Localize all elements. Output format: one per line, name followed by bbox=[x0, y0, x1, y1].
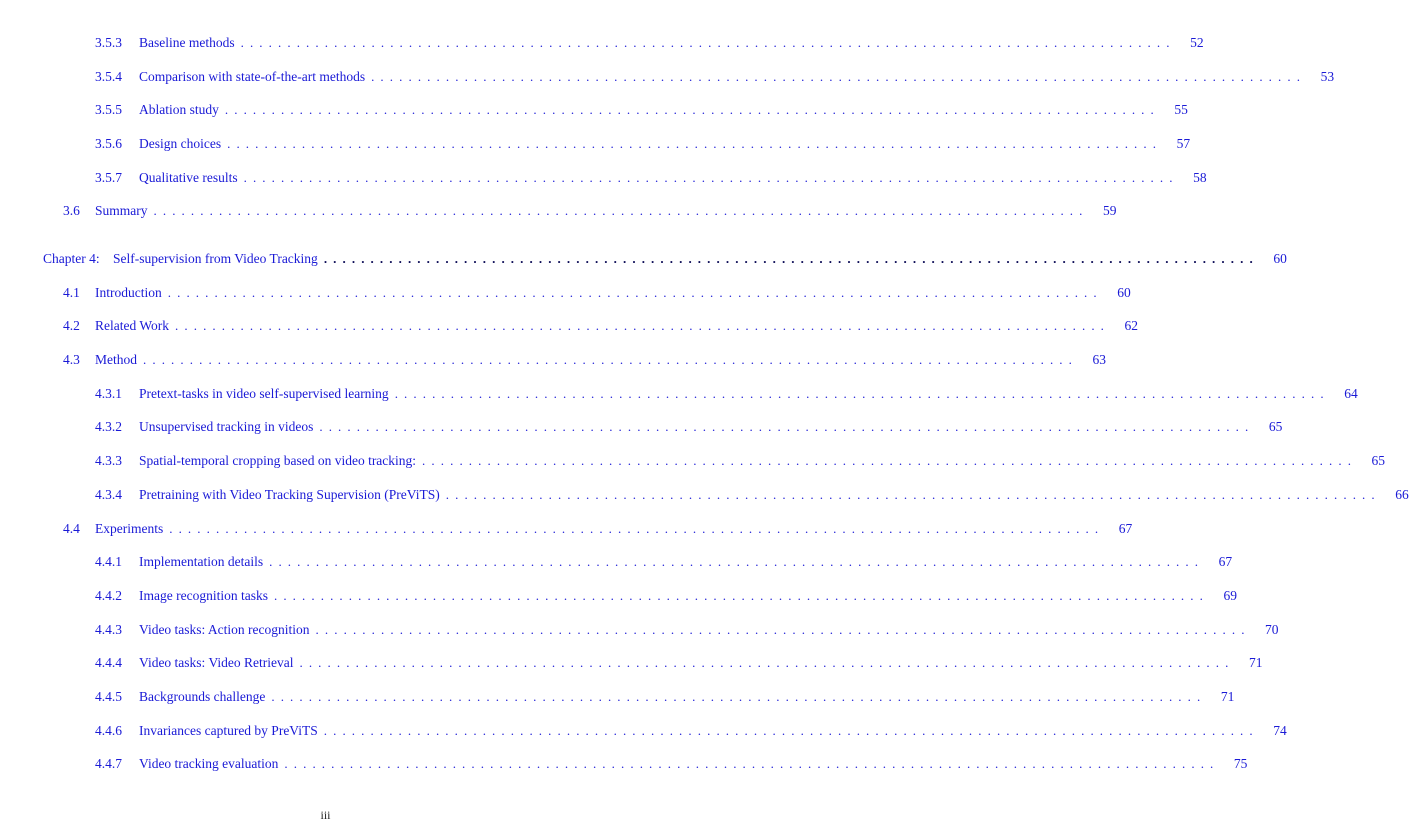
toc-dot-leader: .................................................................................................... bbox=[169, 521, 1105, 536]
toc-number: 4.3.1 bbox=[95, 386, 122, 401]
toc-dot-leader: .................................................................................................... bbox=[445, 487, 1381, 502]
toc-title[interactable]: Summary bbox=[95, 203, 148, 218]
toc-number: 4.4.5 bbox=[95, 689, 122, 704]
toc-dot-leader: .................................................................................................... bbox=[315, 622, 1251, 637]
toc-entry-3-5-3[interactable] bbox=[95, 34, 1204, 52]
toc-page-number[interactable]: 75 bbox=[1233, 756, 1248, 771]
toc-dot-leader: .................................................................................................... bbox=[394, 386, 1330, 401]
toc-number: 4.4.2 bbox=[95, 588, 122, 603]
toc-page-number[interactable]: 71 bbox=[1220, 689, 1235, 704]
toc-dot-leader: .................................................................................................... bbox=[299, 655, 1235, 670]
toc-title[interactable]: Introduction bbox=[95, 285, 162, 300]
toc-number: 4.3.4 bbox=[95, 487, 122, 502]
toc-chapter-label: Chapter 4: bbox=[43, 251, 100, 266]
toc-dot-leader: .................................................................................................... bbox=[422, 453, 1358, 468]
toc-title[interactable]: Implementation details bbox=[139, 554, 264, 569]
toc-dot-leader: .................................................................................................... bbox=[284, 756, 1220, 771]
toc-title[interactable]: Method bbox=[95, 352, 137, 367]
toc-entry-4-4-1[interactable] bbox=[95, 553, 1233, 571]
toc-title[interactable]: Experiments bbox=[95, 521, 164, 536]
toc-number: 4.3.2 bbox=[95, 419, 122, 434]
toc-entry-4-4-4[interactable] bbox=[95, 654, 1263, 672]
toc-title[interactable]: Ablation study bbox=[139, 102, 219, 117]
toc-page-number[interactable]: 74 bbox=[1273, 723, 1287, 738]
toc-dot-leader: .................................................................................................... bbox=[319, 419, 1255, 434]
toc-page-number[interactable]: 69 bbox=[1223, 588, 1237, 603]
toc-number: 3.5.5 bbox=[95, 102, 122, 117]
toc-dot-leader: .................................................................................................... bbox=[240, 35, 1176, 50]
toc-entry-4-4-2[interactable] bbox=[95, 587, 1237, 605]
toc-entry-4-3-2[interactable] bbox=[95, 418, 1283, 436]
toc-entry-3-5-4[interactable] bbox=[95, 68, 1335, 86]
toc-entry-4-2[interactable] bbox=[63, 317, 1139, 335]
toc-number: 4.4.4 bbox=[95, 655, 122, 670]
toc-number: 3.6 bbox=[63, 203, 80, 218]
toc-page-number[interactable]: 66 bbox=[1395, 487, 1409, 502]
toc-entry-4-4[interactable] bbox=[63, 520, 1133, 538]
toc-number: 4.4.7 bbox=[95, 756, 122, 771]
page-footer-number: iii bbox=[320, 808, 331, 822]
toc-title[interactable]: Related Work bbox=[95, 318, 170, 333]
toc-page-number[interactable]: 70 bbox=[1265, 622, 1279, 637]
toc-number: 4.4 bbox=[63, 521, 80, 536]
toc-page-number[interactable]: 67 bbox=[1218, 554, 1233, 569]
toc-dot-leader: .................................................................................................... bbox=[271, 689, 1207, 704]
toc-dot-leader: .................................................................................................... bbox=[175, 318, 1111, 333]
toc-entry-4-4-3[interactable] bbox=[95, 621, 1279, 639]
toc-title[interactable]: Video tasks: Video Retrieval bbox=[139, 655, 294, 670]
toc-page-number[interactable]: 52 bbox=[1190, 35, 1204, 50]
toc-entry-4-3-4[interactable] bbox=[95, 486, 1409, 504]
toc-title[interactable]: Image recognition tasks bbox=[139, 588, 268, 603]
toc-page-number[interactable]: 57 bbox=[1176, 136, 1191, 151]
toc-dot-leader: .................................................................................................... bbox=[224, 102, 1160, 117]
toc-page-number[interactable]: 59 bbox=[1103, 203, 1117, 218]
toc-number: 4.3 bbox=[63, 352, 80, 367]
toc-page-number[interactable]: 60 bbox=[1117, 285, 1131, 300]
toc-dot-leader: .................................................................................................... bbox=[371, 69, 1307, 84]
toc-number: 4.1 bbox=[63, 285, 80, 300]
toc-page-number[interactable]: 58 bbox=[1193, 170, 1207, 185]
toc-page-number[interactable]: 55 bbox=[1174, 102, 1188, 117]
toc-entry-3-6[interactable] bbox=[63, 202, 1117, 220]
toc-title[interactable]: Pretraining with Video Tracking Supervision (PreViTS) bbox=[139, 487, 440, 502]
toc-number: 3.5.7 bbox=[95, 170, 122, 185]
toc-dot-leader: .................................................................................................... bbox=[143, 352, 1078, 367]
toc-page-number[interactable]: 71 bbox=[1248, 655, 1263, 670]
toc-dot-leader: .................................................................................................... bbox=[273, 588, 1209, 603]
toc-title[interactable]: Design choices bbox=[139, 136, 222, 151]
toc-entry-4-3-3[interactable] bbox=[95, 452, 1386, 470]
toc-dot-leader: .................................................................................................... bbox=[269, 554, 1205, 569]
toc-page-number[interactable]: 64 bbox=[1344, 386, 1358, 401]
toc-number: 3.5.4 bbox=[95, 69, 122, 84]
toc-entry-chapter-4[interactable] bbox=[43, 250, 1287, 268]
toc-entry-4-4-7[interactable] bbox=[95, 755, 1248, 773]
toc-page-number[interactable]: 60 bbox=[1273, 251, 1287, 266]
toc-title[interactable]: Comparison with state-of-the-art methods bbox=[139, 69, 366, 84]
toc-entry-3-5-6[interactable] bbox=[95, 135, 1191, 153]
toc-entry-3-5-7[interactable] bbox=[95, 169, 1207, 187]
toc-number: 4.3.3 bbox=[95, 453, 122, 468]
toc-title[interactable]: Qualitative results bbox=[139, 170, 238, 185]
toc-number: 4.4.3 bbox=[95, 622, 122, 637]
toc-title[interactable]: Video tasks: Action recognition bbox=[139, 622, 310, 637]
toc-dot-leader: .................................................................................................... bbox=[227, 136, 1163, 151]
toc-number: 4.4.1 bbox=[95, 554, 122, 569]
toc-title[interactable]: Invariances captured by PreViTS bbox=[139, 723, 318, 738]
toc-page-number[interactable]: 67 bbox=[1118, 521, 1133, 536]
toc-title[interactable]: Spatial-temporal cropping based on video tracking: bbox=[139, 453, 417, 468]
toc-dot-leader: .................................................................................................... bbox=[167, 285, 1103, 300]
toc-page-number[interactable]: 63 bbox=[1092, 352, 1106, 367]
toc-title[interactable]: Pretext-tasks in video self-supervised learning bbox=[139, 386, 389, 401]
toc-number: 3.5.6 bbox=[95, 136, 122, 151]
toc-number: 3.5.3 bbox=[95, 35, 122, 50]
toc-entry-4-4-5[interactable] bbox=[95, 688, 1235, 706]
toc-entry-3-5-5[interactable] bbox=[95, 101, 1188, 119]
toc-title[interactable]: Self-supervision from Video Tracking bbox=[113, 251, 318, 266]
toc-page-number[interactable]: 65 bbox=[1268, 419, 1283, 434]
toc-title[interactable]: Baseline methods bbox=[139, 35, 235, 50]
toc-title[interactable]: Backgrounds challenge bbox=[139, 689, 266, 704]
toc-title[interactable]: Video tracking evaluation bbox=[139, 756, 279, 771]
toc-entry-4-4-6[interactable] bbox=[95, 722, 1287, 740]
toc-dot-leader: .................................................................................................... bbox=[323, 251, 1259, 266]
toc-title[interactable]: Unsupervised tracking in videos bbox=[139, 419, 314, 434]
toc-page-number[interactable]: 53 bbox=[1320, 69, 1335, 84]
toc-dot-leader: .................................................................................................... bbox=[153, 203, 1089, 218]
toc-entry-4-1[interactable] bbox=[63, 284, 1131, 302]
toc-entry-4-3[interactable] bbox=[63, 351, 1106, 369]
toc-page-number[interactable]: 65 bbox=[1371, 453, 1386, 468]
toc-dot-leader: .................................................................................................... bbox=[323, 723, 1259, 738]
toc-number: 4.2 bbox=[63, 318, 80, 333]
toc-number: 4.4.6 bbox=[95, 723, 122, 738]
toc-dot-leader: .................................................................................................... bbox=[243, 170, 1179, 185]
toc-page-number[interactable]: 62 bbox=[1124, 318, 1139, 333]
toc-entry-4-3-1[interactable] bbox=[95, 385, 1358, 403]
